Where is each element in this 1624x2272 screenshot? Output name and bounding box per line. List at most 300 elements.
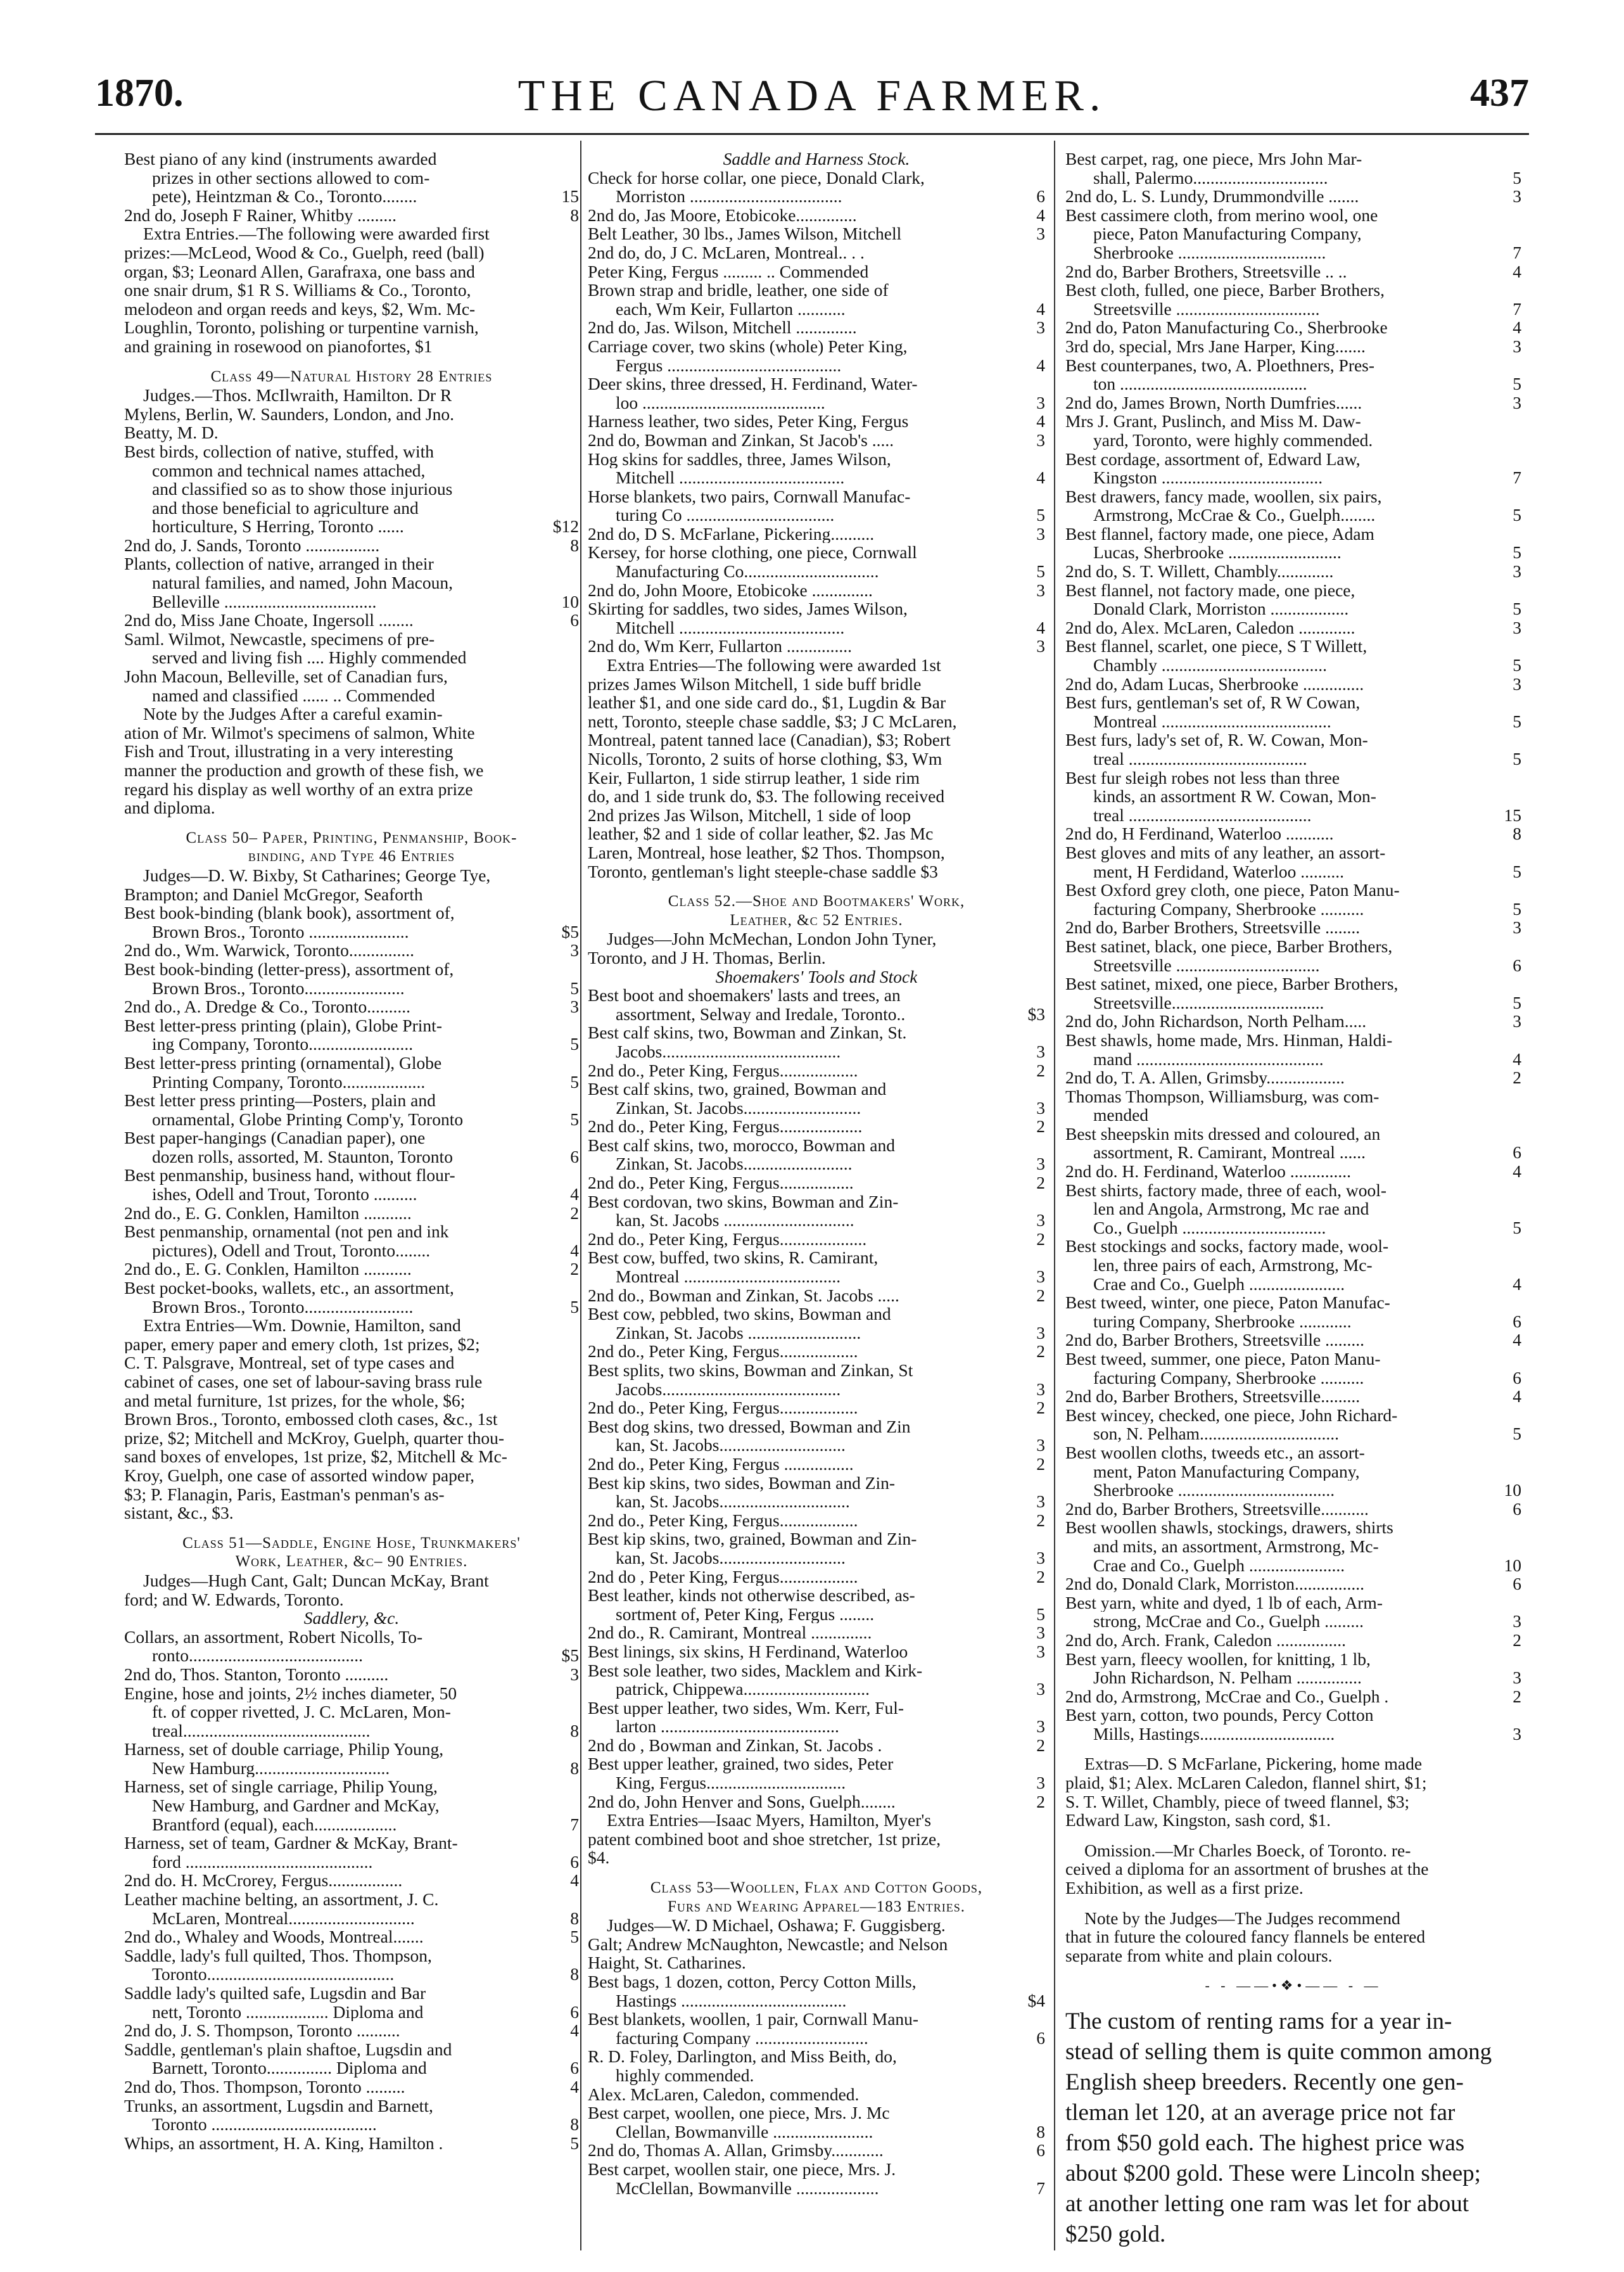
prize-entry-continuation (588, 187, 1045, 206)
entry-text: Best leather, kinds not otherwise described, as- (588, 1586, 915, 1605)
prize-amount: 4 (1513, 1273, 1521, 1294)
entry-text: 2nd do, Donald Clark, Morriston................ (1065, 1574, 1365, 1593)
entry-text: Best tweed, summer, one piece, Paton Manu- (1065, 1350, 1381, 1369)
prize-entry (588, 206, 1045, 225)
line-text: S. T. Willet, Chambly, piece of tweed flannel, $3; (1065, 1792, 1410, 1811)
prize-entry-continuation (1065, 1462, 1521, 1481)
entry-text: kinds, an assortment R W. Cowan, Mon- (1093, 787, 1376, 806)
entry-text: Brown strap and bridle, leather, one side of (588, 281, 889, 300)
prize-entry (588, 1342, 1045, 1361)
entry-text: Best boot and shoemakers' lasts and trees, an (588, 986, 901, 1005)
paragraph-line (1065, 1909, 1521, 1928)
prize-entry (588, 1642, 1045, 1661)
prize-entry (588, 1023, 1045, 1042)
prize-amount: 6 (1513, 955, 1521, 975)
entry-text: facturing Company, Sherbrooke .......... (1093, 1368, 1364, 1388)
paragraph-line (588, 787, 1045, 806)
column-rule (580, 141, 581, 2250)
column-left (124, 150, 579, 2247)
prize-entry (588, 1061, 1045, 1080)
prize-entry-continuation (124, 461, 579, 480)
entry-text: 2nd do., Peter King, Fergus.................... (588, 1229, 867, 1249)
prize-amount: 5 (1513, 599, 1521, 619)
entry-text: Best cow, buffed, two skins, R. Camirant, (588, 1248, 879, 1268)
prize-entry (1065, 1443, 1521, 1462)
paragraph-line (588, 843, 1045, 862)
prize-entry (1065, 1068, 1521, 1087)
paragraph-line (124, 1447, 579, 1466)
prize-amount: 5 (1513, 711, 1521, 731)
subsection-heading (588, 150, 1045, 169)
prize-amount: 2 (1036, 1285, 1045, 1305)
entry-text: kan, St. Jacobs.............................. (616, 1492, 850, 1511)
line-text: Exhibition, as well as a first prize. (1065, 1879, 1304, 1898)
prize-amount: 7 (1513, 242, 1521, 262)
entry-text: 2nd do, Adam Lucas, Sherbrooke .............. (1065, 674, 1364, 694)
entry-text: Best counterpanes, two, A. Ploethners, Pres- (1065, 355, 1375, 375)
prize-amount: 6 (1036, 2140, 1045, 2160)
line-text: Saddlery, &c. (303, 1609, 400, 1628)
class-heading (124, 829, 579, 848)
prize-entry (1065, 1406, 1521, 1425)
line-text: melodeon and organ reeds and keys, $2, Wm. Mc- (124, 299, 476, 319)
spacer (124, 1522, 579, 1534)
prize-entry (124, 941, 579, 960)
paragraph-line (588, 750, 1045, 769)
line-text: $250 gold. (1065, 2221, 1166, 2247)
line-text: Extra Entries—The following were awarded 1st (607, 656, 941, 675)
prize-entry (124, 1016, 579, 1035)
line-text: ation of Mr. Wilmot's specimens of salmon, White (124, 723, 475, 743)
prize-entry (1065, 1293, 1521, 1312)
prize-entry-continuation (588, 393, 1045, 412)
prize-entry-continuation (588, 1154, 1045, 1173)
prize-entry (1065, 393, 1521, 412)
header-rule (95, 133, 1529, 135)
entry-text: Best piano of any kind (instruments awarded (124, 150, 437, 169)
entry-text: 2nd do., Whaley and Woods, Montreal....... (124, 1927, 424, 1946)
entry-text: len, three pairs of each, Armstrong, Mc- (1093, 1256, 1373, 1275)
entry-text: 2nd do., Peter King, Fergus................. (588, 1173, 854, 1192)
prize-entry-continuation (588, 1324, 1045, 1343)
class-heading (588, 1898, 1045, 1917)
entry-text: Best yarn, fleecy woollen, for knitting, 1 lb, (1065, 1649, 1371, 1669)
entry-text: ornamental, Globe Printing Comp'y, Toronto (152, 1109, 464, 1129)
entry-text: 2nd do., Peter King, Fergus.................. (588, 1061, 858, 1080)
entry-text: 2nd do, do, J C. McLaren, Montreal.. . . (588, 243, 865, 262)
entry-text: 2nd do, James Brown, North Dumfries...... (1065, 393, 1362, 412)
entry-text: 3rd do, special, Mrs Jane Harper, King....... (1065, 336, 1366, 356)
paragraph-line (1065, 1754, 1521, 1773)
entry-text: Zinkan, St. Jacobs......................... (616, 1154, 853, 1174)
prize-amount: 4 (570, 2076, 579, 2096)
prize-amount: 5 (1036, 561, 1045, 582)
entry-text: Best furs, lady's set of, R. W. Cowan, Mon- (1065, 731, 1368, 750)
entry-text: Belt Leather, 30 lbs., James Wilson, Mitchell (588, 224, 902, 243)
prize-entry (124, 1054, 579, 1073)
entry-text: treal ......................................... (1093, 750, 1307, 769)
entry-text: served and living fish .... Highly commended (152, 648, 467, 668)
entry-text: patrick, Chippewa............................. (616, 1680, 870, 1699)
prize-entry (124, 1204, 579, 1223)
line-text: and diploma. (124, 798, 215, 817)
entry-text: Best stockings and socks, factory made, wool- (1065, 1237, 1389, 1256)
prize-entry (588, 1754, 1045, 1773)
prize-amount: 3 (1036, 1679, 1045, 1699)
prize-entry-continuation (588, 2122, 1045, 2141)
prize-amount: 8 (570, 1964, 579, 1984)
article-line (1065, 2098, 1521, 2128)
entry-text: New Hamburg............................... (152, 1758, 390, 1778)
prize-amount: 5 (1036, 1604, 1045, 1624)
entry-text: 2nd do., Wm. Warwick, Toronto............... (124, 941, 414, 960)
spacer (1065, 1830, 1521, 1841)
line-text: Class 50– Paper, Printing, Penmanship, Book- (186, 829, 517, 846)
prize-amount: 4 (1036, 355, 1045, 375)
spacer (1065, 1965, 1521, 1976)
prize-amount: 6 (1036, 2027, 1045, 2048)
prize-entry-continuation (1065, 506, 1521, 525)
entry-text: Toronto ...................................... (152, 2115, 377, 2134)
entry-text: 2nd do, Barber Brothers, Streetsville ......... (1065, 1331, 1364, 1350)
prize-entry (124, 1946, 579, 1965)
prize-amount: 4 (1513, 1386, 1521, 1407)
entry-text: Best dog skins, two dressed, Bowman and Zin (588, 1417, 911, 1436)
line-text: manner the production and growth of these fish, we (124, 761, 484, 780)
prize-entry-continuation (124, 1035, 579, 1054)
prize-amount: 3 (1513, 561, 1521, 582)
prize-entry (588, 2010, 1045, 2029)
prize-entry-continuation (124, 1702, 579, 1721)
prize-entry-continuation (1065, 1369, 1521, 1388)
entry-text: 2nd do, J. S. Thompson, Toronto .......... (124, 2021, 400, 2040)
entry-text: Mitchell ...................................... (616, 618, 845, 637)
prize-entry (1065, 581, 1521, 600)
prize-amount: 5 (1513, 1217, 1521, 1237)
prize-amount: $3 (1027, 1004, 1045, 1024)
entry-text: Saddle, lady's full quilted, Thos. Thompson, (124, 1946, 432, 1965)
prize-entry (124, 2021, 579, 2040)
class-heading (124, 367, 579, 386)
paragraph-line (124, 1353, 579, 1372)
entry-text: 2nd do , Peter King, Fergus.................. (588, 1567, 858, 1586)
prize-entry (1065, 1162, 1521, 1181)
prize-amount: 3 (1513, 1011, 1521, 1031)
prize-entry (588, 2141, 1045, 2160)
prize-entry (588, 1474, 1045, 1493)
prize-entry (588, 169, 1045, 188)
prize-entry (588, 1136, 1045, 1155)
entry-text: Kingston ..................................... (1093, 468, 1323, 487)
entry-text: ing Company, Toronto........................ (152, 1035, 414, 1054)
prize-entry-continuation (588, 1211, 1045, 1230)
prize-entry-continuation (588, 1605, 1045, 1624)
prize-entry-continuation (588, 1380, 1045, 1399)
line-text: Laren, Montreal, hose leather, $2 Thos. Thompson, (588, 843, 945, 862)
prize-amount: 4 (1036, 411, 1045, 431)
paragraph-line (124, 1590, 579, 1609)
prize-amount: 2 (1036, 1510, 1045, 1530)
prize-amount: 6 (1513, 1142, 1521, 1163)
entry-text: kan, St. Jacobs............................. (616, 1436, 846, 1455)
paragraph-line (124, 1571, 579, 1590)
prize-amount: 3 (1513, 1668, 1521, 1688)
entry-text: Armstrong, McCrae & Co., Guelph........ (1093, 506, 1376, 525)
prize-amount: 2 (1036, 1341, 1045, 1362)
prize-entry (588, 1173, 1045, 1192)
prize-entry (588, 1230, 1045, 1249)
entry-text: 2nd do, Thos. Thompson, Toronto ......... (124, 2077, 405, 2096)
entry-text: 2nd do, Alex. McLaren, Caledon ............. (1065, 618, 1355, 637)
entry-text: 2nd do, John Moore, Etobicoke .............. (588, 580, 873, 600)
prize-entry (588, 1529, 1045, 1548)
prize-entry (1065, 637, 1521, 656)
entry-text: 2nd do, Jas Moore, Etobicoke.............. (588, 205, 857, 225)
entry-text: Brown Bros., Toronto......................... (152, 1297, 414, 1317)
entry-text: Best wincey, checked, one piece, John Richard- (1065, 1405, 1398, 1425)
prize-amount: 7 (1513, 468, 1521, 488)
prize-entry (124, 1890, 579, 1909)
prize-amount: 3 (1036, 1322, 1045, 1343)
line-text: Saddle and Harness Stock. (723, 150, 910, 169)
entry-text: and those beneficial to agriculture and (152, 498, 419, 518)
prize-entry-continuation (1065, 1143, 1521, 1162)
prize-entry (124, 554, 579, 573)
entry-text: 2nd do, John Richardson, North Pelham..... (1065, 1012, 1367, 1031)
prize-amount: 2 (1036, 1116, 1045, 1137)
line-text: leather $1, and one side card do., $1, Lugdin & Bar (588, 693, 946, 712)
entry-text: 2nd do, Jas. Wilson, Mitchell .............. (588, 318, 857, 337)
prize-entry-continuation (124, 1909, 579, 1928)
line-text: Class 49—Natural History 28 Entries (210, 367, 493, 385)
prize-entry (588, 1972, 1045, 1991)
entry-text: Brown Bros., Toronto ....................... (152, 922, 409, 941)
prize-entry (1065, 1012, 1521, 1031)
prize-entry (1065, 1500, 1521, 1519)
class-heading (124, 847, 579, 866)
prize-amount: 10 (1504, 1555, 1521, 1575)
prize-amount: 7 (1513, 298, 1521, 319)
prize-entry (588, 2047, 1045, 2066)
column-middle (588, 150, 1045, 2247)
entry-text: Best carpet, woollen, one piece, Mrs. J. Mc (588, 2103, 890, 2122)
paragraph-line (124, 386, 579, 405)
entry-text: Best flannel, not factory made, one piece, (1065, 580, 1355, 600)
paragraph-line (124, 243, 579, 262)
entry-text: 2nd do, Miss Jane Choate, Ingersoll ........ (124, 611, 414, 630)
entry-text: turing Co .................................. (616, 506, 835, 525)
line-text: Kroy, Guelph, one case of assorted window paper, (124, 1465, 475, 1485)
prize-amount: 4 (570, 2020, 579, 2041)
line-text: sistant, &c., $3. (124, 1503, 234, 1522)
entry-text: Best cordovan, two skins, Bowman and Zin- (588, 1192, 899, 1211)
paragraph-line (588, 693, 1045, 712)
line-text: and metal furniture, 1st prizes, for the whole, $6; (124, 1391, 466, 1410)
paragraph-line (124, 866, 579, 885)
prize-entry (1065, 318, 1521, 337)
prize-amount: 3 (1036, 1097, 1045, 1118)
entry-text: Brown Bros., Toronto....................... (152, 978, 405, 998)
prize-entry (1065, 1331, 1521, 1350)
entry-text: treal........................................... (152, 1721, 371, 1740)
line-text: regard his display as well worthy of an extra prize (124, 779, 473, 799)
prize-entry-continuation (124, 187, 579, 206)
entry-text: 2nd do, Joseph F Rainer, Whitby ......... (124, 205, 396, 225)
entry-text: prizes in other sections allowed to com- (152, 168, 430, 188)
prize-entry-continuation (1065, 224, 1521, 243)
spacer (1065, 1743, 1521, 1754)
prize-entry (1065, 974, 1521, 993)
prize-amount: 10 (1504, 1480, 1521, 1500)
prize-entry (588, 1361, 1045, 1380)
prize-entry-continuation (124, 499, 579, 518)
prize-amount: 8 (1513, 824, 1521, 844)
entry-text: Carriage cover, two skins (whole) Peter King, (588, 336, 908, 356)
prize-entry-continuation (124, 573, 579, 592)
prize-amount: 5 (1513, 992, 1521, 1012)
line-text: and graining in rosewood on pianofortes, $1 (124, 336, 433, 356)
paragraph-line (124, 1372, 579, 1391)
prize-entry (588, 581, 1045, 600)
entry-text: Best tweed, winter, one piece, Paton Manufac- (1065, 1293, 1390, 1312)
paragraph-line (124, 1391, 579, 1410)
paragraph-line (588, 731, 1045, 750)
entry-text: Belleville ................................... (152, 592, 377, 611)
entry-text: Best penmanship, ornamental (not pen and ink (124, 1222, 449, 1241)
prize-amount: 3 (1036, 392, 1045, 412)
prize-entry (588, 1586, 1045, 1605)
entry-text: Best satinet, mixed, one piece, Barber Brothers, (1065, 974, 1399, 993)
entry-text: Best upper leather, two sides, Wm. Kerr, Ful- (588, 1698, 904, 1718)
entry-text: pictures), Odell and Trout, Toronto........ (152, 1241, 431, 1260)
line-text: Extra Entries.—The following were awarded first (143, 224, 490, 243)
prize-entry (1065, 487, 1521, 506)
entry-text: Best linings, six skins, H Ferdinand, Waterloo (588, 1642, 908, 1661)
prize-entry (588, 374, 1045, 393)
entry-text: R. D. Foley, Darlington, and Miss Beith, do, (588, 2047, 897, 2066)
prize-amount: 5 (1513, 749, 1521, 769)
paragraph-line (588, 712, 1045, 731)
entry-text: Best gloves and mits of any leather, an assort- (1065, 843, 1386, 862)
prize-entry-continuation (1065, 169, 1521, 188)
entry-text: facturing Company .......................... (616, 2028, 868, 2048)
line-text: prize, $2; Mitchell and McKroy, Guelph, quarter thou- (124, 1428, 504, 1448)
line-text: Brampton; and Daniel McGregor, Seaforth (124, 884, 423, 904)
entry-text: and classified so as to show those injurious (152, 480, 453, 499)
paragraph-line (124, 405, 579, 424)
line-text: Toronto, gentleman's light steeple-chase saddle $3 (588, 862, 938, 881)
prize-amount: 4 (1513, 317, 1521, 338)
class-heading (124, 1552, 579, 1571)
entry-text: Best woollen shawls, stockings, drawers, shirts (1065, 1518, 1393, 1537)
prize-entry (124, 2040, 579, 2059)
paragraph-line (1065, 1927, 1521, 1946)
newspaper-title: THE CANADA FARMER. (517, 72, 1107, 120)
prize-entry (588, 986, 1045, 1005)
prize-entry-continuation (124, 1110, 579, 1129)
prize-amount: 5 (570, 1109, 579, 1129)
prize-amount: 6 (1513, 1367, 1521, 1388)
prize-entry-continuation (124, 686, 579, 705)
prize-entry-continuation (124, 1853, 579, 1872)
entry-text: mand ........................................... (1093, 1049, 1324, 1069)
entry-text: Saddle, gentleman's plain shaftoe, Lugsdin and (124, 2039, 452, 2059)
prize-amount: 2 (1036, 1173, 1045, 1193)
prize-amount: $5 (561, 1645, 579, 1666)
prize-entry (588, 337, 1045, 356)
prize-entry (588, 224, 1045, 243)
prize-entry (1065, 562, 1521, 581)
entry-text: Best flannel, factory made, one piece, Adam (1065, 524, 1374, 544)
paragraph-line (124, 1410, 579, 1429)
prize-amount: 2 (1036, 1453, 1045, 1474)
paragraph-line (588, 806, 1045, 825)
prize-entry (588, 1398, 1045, 1417)
prize-amount: 4 (570, 1240, 579, 1260)
entry-text: Skirting for saddles, two sides, James Wilson, (588, 599, 908, 618)
prize-entry-continuation (124, 1298, 579, 1317)
entry-text: nett, Toronto ................... Diploma and (152, 2002, 424, 2022)
line-text: English sheep breeders. Recently one gen- (1065, 2069, 1464, 2095)
prize-entry (1065, 731, 1521, 750)
prize-amount: 3 (1036, 1641, 1045, 1661)
entry-text: Toronto........................................... (152, 1965, 395, 1984)
prize-entry (124, 536, 579, 555)
article-line (1065, 2007, 1521, 2037)
prize-entry-continuation (588, 1773, 1045, 1792)
prize-entry (124, 611, 579, 630)
prize-entry-continuation (124, 1147, 579, 1166)
prize-entry-continuation (588, 300, 1045, 319)
entry-text: Streetsville ................................. (1093, 299, 1320, 319)
prize-amount: 3 (1036, 1716, 1045, 1737)
prize-entry-continuation (588, 1267, 1045, 1286)
line-text: plaid, $1; Alex. McLaren Caledon, flannel shirt, $1; (1065, 1773, 1427, 1792)
prize-entry (588, 1736, 1045, 1755)
page-number: 437 (1470, 72, 1529, 115)
prize-entry (588, 2103, 1045, 2122)
spacer (124, 356, 579, 367)
entry-text: 2nd do, Barber Brothers, Streetsville .. .. (1065, 262, 1347, 281)
prize-entry-continuation (124, 1185, 579, 1204)
entry-text: 2nd do, Arch. Frank, Caledon ................ (1065, 1630, 1347, 1650)
entry-text: Whips, an assortment, H. A. King, Hamilton . (124, 2133, 443, 2153)
prize-amount: 4 (1036, 298, 1045, 319)
paragraph-line (1065, 1792, 1521, 1811)
entry-text: kan, St. Jacobs .............................. (616, 1211, 854, 1230)
article-line (1065, 2037, 1521, 2067)
entry-text: each, Wm Keir, Fullarton ........... (616, 299, 846, 319)
line-text: Note by the Judges After a careful examin- (143, 705, 443, 724)
paragraph-line (588, 656, 1045, 675)
prize-entry (588, 1117, 1045, 1136)
prize-amount: 6 (570, 2001, 579, 2022)
prize-entry (124, 1166, 579, 1185)
entry-text: Jacobs......................................... (616, 1042, 841, 1061)
entry-text: 2nd do, J. Sands, Toronto ................. (124, 535, 380, 555)
prize-amount: 8 (570, 2114, 579, 2135)
prize-amount: 4 (1513, 261, 1521, 281)
entry-text: larton ......................................... (616, 1717, 839, 1736)
prize-entry (1065, 356, 1521, 375)
prize-entry (1065, 1631, 1521, 1650)
entry-text: Mrs J. Grant, Puslinch, and Miss M. Daw- (1065, 412, 1361, 431)
entry-text: Best woollen cloths, tweeds etc., an assort- (1065, 1443, 1365, 1462)
prize-entry-continuation (1065, 750, 1521, 769)
entry-text: 2nd do, John Henver and Sons, Guelph........ (588, 1792, 896, 1811)
entry-text: Best carpet, woollen stair, one piece, Mrs. J. (588, 2159, 896, 2179)
entry-text: loo .......................................... (616, 393, 825, 412)
